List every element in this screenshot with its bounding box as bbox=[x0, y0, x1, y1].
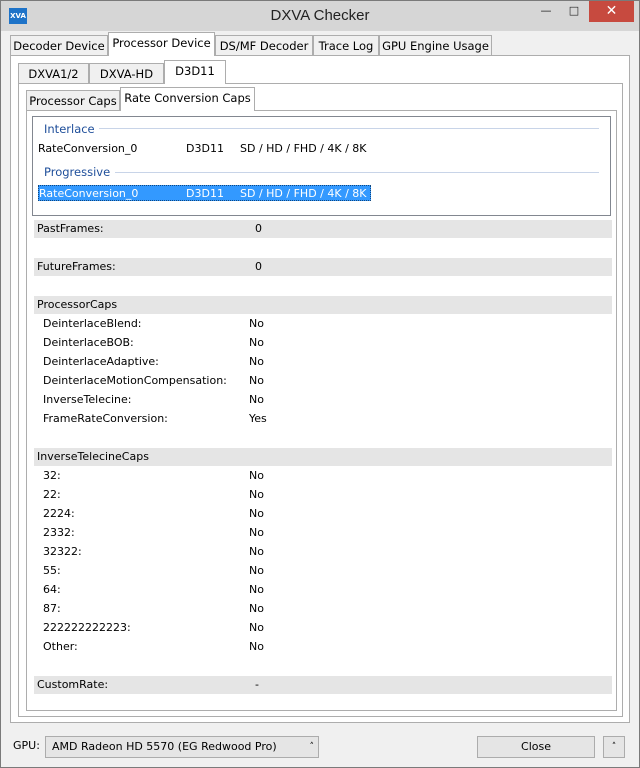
property-row bbox=[43, 562, 264, 580]
item-resolutions: SD / HD / FHD / 4K / 8K bbox=[240, 142, 367, 155]
property-label: 55: bbox=[43, 564, 61, 577]
property-row bbox=[43, 410, 267, 428]
custom-rate-row bbox=[34, 676, 612, 694]
item-api: D3D11 bbox=[186, 187, 224, 200]
property-label: 87: bbox=[43, 602, 61, 615]
property-row bbox=[43, 581, 264, 599]
title-bar bbox=[1, 1, 639, 31]
property-label: Other: bbox=[43, 640, 78, 653]
property-row bbox=[43, 391, 264, 409]
property-row bbox=[43, 315, 264, 333]
chevron-up-icon: ˄ bbox=[309, 742, 314, 752]
property-label: 2224: bbox=[43, 507, 75, 520]
gpu-select-value: AMD Radeon HD 5570 (EG Redwood Pro) bbox=[52, 740, 277, 753]
property-label: DeinterlaceAdaptive: bbox=[43, 355, 159, 368]
property-label: 22: bbox=[43, 488, 61, 501]
past-frames-label: PastFrames: bbox=[37, 222, 104, 235]
past-frames-value: 0 bbox=[255, 222, 262, 235]
property-label: 2332: bbox=[43, 526, 75, 539]
future-frames-label: FutureFrames: bbox=[37, 260, 116, 273]
group-header-interlace: Interlace bbox=[44, 122, 95, 136]
window-title: DXVA Checker bbox=[270, 7, 370, 24]
property-label: 222222222223: bbox=[43, 621, 131, 634]
property-label: FrameRateConversion: bbox=[43, 412, 168, 425]
item-name: RateConversion_0 bbox=[38, 142, 138, 155]
property-value: No bbox=[249, 602, 264, 615]
tab-d3d11[interactable]: D3D11 bbox=[164, 60, 226, 84]
item-name: RateConversion_0 bbox=[39, 187, 139, 200]
property-value: Yes bbox=[249, 412, 267, 425]
property-label: 32322: bbox=[43, 545, 82, 558]
property-row bbox=[43, 486, 264, 504]
item-api: D3D11 bbox=[186, 142, 224, 155]
processor-caps-label: ProcessorCaps bbox=[37, 298, 118, 311]
custom-rate-label: CustomRate: bbox=[37, 678, 109, 691]
inverse-telecine-caps-header bbox=[34, 448, 612, 466]
minimize-button[interactable]: — bbox=[540, 4, 552, 17]
tab-trace-log[interactable]: Trace Log bbox=[313, 35, 379, 56]
tab-rate-conversion-caps[interactable]: Rate Conversion Caps bbox=[120, 87, 255, 111]
tab-decoder-device[interactable]: Decoder Device bbox=[10, 35, 108, 56]
property-value: No bbox=[249, 355, 264, 368]
close-button[interactable]: Close bbox=[477, 736, 595, 758]
property-value: No bbox=[249, 469, 264, 482]
property-value: No bbox=[249, 526, 264, 539]
tab-processor-caps[interactable]: Processor Caps bbox=[26, 90, 120, 111]
property-value: No bbox=[249, 507, 264, 520]
group-header-progressive: Progressive bbox=[44, 165, 111, 179]
property-row bbox=[43, 505, 264, 523]
item-resolutions: SD / HD / FHD / 4K / 8K bbox=[240, 187, 367, 200]
tab-dxva12[interactable]: DXVA1/2 bbox=[18, 63, 89, 84]
future-frames-value: 0 bbox=[255, 260, 262, 273]
app-logo-icon: XVA bbox=[9, 8, 27, 24]
tab-dxva-hd[interactable]: DXVA-HD bbox=[89, 63, 164, 84]
property-row bbox=[43, 543, 264, 561]
property-row bbox=[43, 638, 264, 656]
property-row bbox=[43, 524, 264, 542]
property-value: No bbox=[249, 393, 264, 406]
property-label: DeinterlaceBlend: bbox=[43, 317, 142, 330]
property-label: 64: bbox=[43, 583, 61, 596]
expand-up-button[interactable] bbox=[603, 736, 625, 758]
property-label: 32: bbox=[43, 469, 61, 482]
property-row bbox=[43, 372, 264, 390]
property-row bbox=[43, 619, 264, 637]
list-item[interactable] bbox=[38, 141, 371, 157]
property-row bbox=[43, 467, 264, 485]
property-value: No bbox=[249, 545, 264, 558]
tab-processor-device[interactable]: Processor Device bbox=[108, 32, 215, 56]
past-frames-row bbox=[34, 220, 612, 238]
footer-bar bbox=[1, 727, 639, 767]
tab-gpu-engine-usage[interactable]: GPU Engine Usage bbox=[379, 35, 492, 56]
inverse-telecine-caps-label: InverseTelecineCaps bbox=[37, 450, 149, 463]
property-label: DeinterlaceBOB: bbox=[43, 336, 134, 349]
property-value: No bbox=[249, 564, 264, 577]
gpu-label: GPU: bbox=[13, 739, 40, 752]
chevron-up-icon: ˄ bbox=[611, 742, 617, 752]
property-label: DeinterlaceMotionCompensation: bbox=[43, 374, 227, 387]
property-value: No bbox=[249, 336, 264, 349]
group-divider bbox=[99, 128, 599, 129]
maximize-button[interactable]: □ bbox=[568, 4, 580, 17]
list-item-selected[interactable] bbox=[38, 185, 371, 201]
close-window-button[interactable]: ✕ bbox=[589, 1, 634, 22]
gpu-select[interactable] bbox=[45, 736, 319, 758]
rate-conversion-list[interactable] bbox=[32, 116, 611, 216]
property-row bbox=[43, 334, 264, 352]
property-value: No bbox=[249, 317, 264, 330]
property-value: No bbox=[249, 583, 264, 596]
property-value: No bbox=[249, 488, 264, 501]
property-value: No bbox=[249, 621, 264, 634]
property-row bbox=[43, 353, 264, 371]
processor-caps-header bbox=[34, 296, 612, 314]
property-row bbox=[43, 600, 264, 618]
property-value: No bbox=[249, 640, 264, 653]
property-value: No bbox=[249, 374, 264, 387]
future-frames-row bbox=[34, 258, 612, 276]
property-label: InverseTelecine: bbox=[43, 393, 132, 406]
tab-ds-mf-decoder[interactable]: DS/MF Decoder bbox=[215, 35, 313, 56]
group-divider bbox=[115, 172, 599, 173]
custom-rate-value: - bbox=[255, 678, 259, 691]
